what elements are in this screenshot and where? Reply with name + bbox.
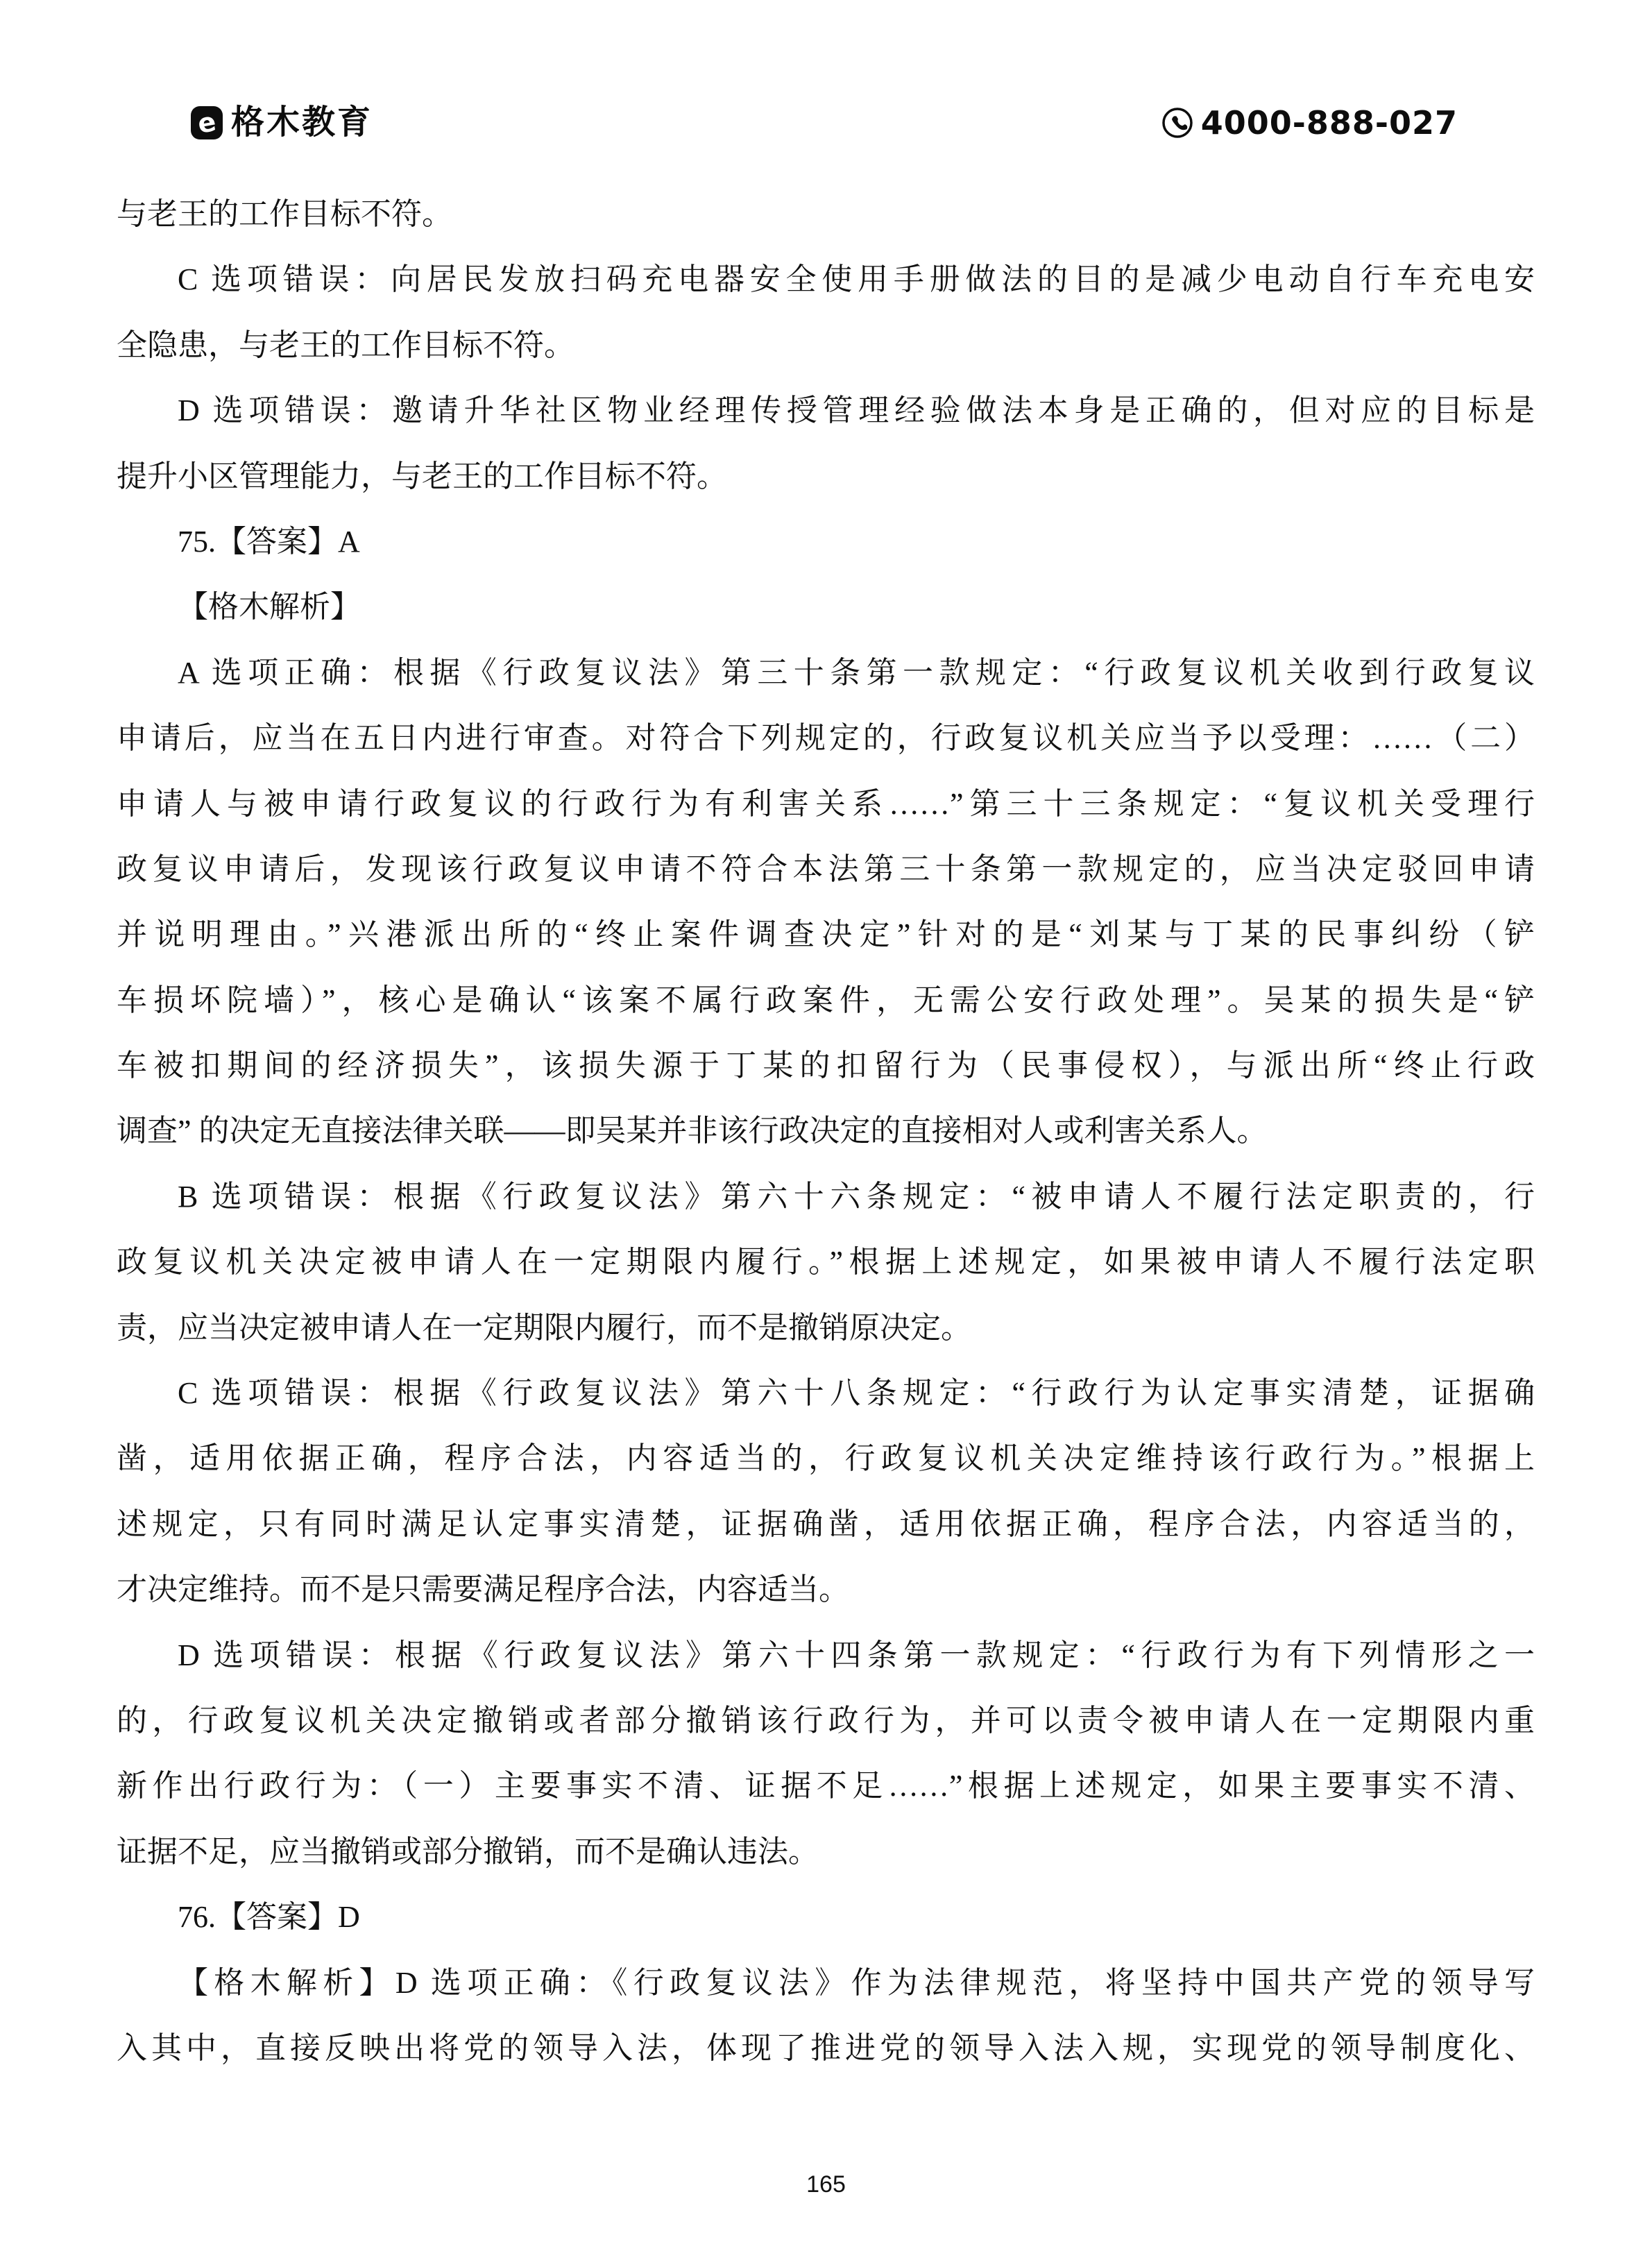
text-line: 全隐患，与老王的工作目标不符。	[117, 328, 574, 362]
text-line: 75.【答案】A	[178, 524, 360, 559]
phone-number: 4000-888-027	[1200, 104, 1458, 142]
phone-icon	[1161, 106, 1194, 139]
text-line: C 选项错误：向居民发放扫码充电器安全使用手册做法的目的是减少电动自行车充电安	[178, 262, 1535, 297]
text-line: 述规定，只有同时满足认定事实清楚，证据确凿，适用依据正确，程序合法，内容适当的，	[117, 1506, 1535, 1541]
text-line: 新作出行政行为：（一）主要事实不清、证据不足……”根据上述规定，如果主要事实不清、	[117, 1769, 1535, 1803]
text-line: 证据不足，应当撤销或部分撤销，而不是确认违法。	[117, 1834, 819, 1869]
text-line: 政复议机关决定被申请人在一定期限内履行。”根据上述规定，如果被申请人不履行法定职	[117, 1245, 1535, 1280]
page-footer	[0, 2164, 1652, 2205]
text-line: 凿，适用依据正确，程序合法，内容适当的，行政复议机关决定维持该行政行为。”根据上	[117, 1441, 1535, 1476]
text-line: B 选项错误：根据《行政复议法》第六十六条规定：“被申请人不履行法定职责的，行	[178, 1179, 1535, 1214]
page-header	[191, 100, 1458, 146]
gemu-logo-icon	[191, 106, 223, 139]
brand	[191, 106, 373, 139]
text-line: 责，应当决定被申请人在一定期限内履行，而不是撤销原决定。	[117, 1310, 971, 1345]
text-line: 的，行政复议机关决定撤销或者部分撤销该行政行为，并可以责令被申请人在一定期限内重	[117, 1703, 1535, 1738]
text-line: 申请人与被申请行政复议的行政行为有利害关系……”第三十三条规定：“复议机关受理行	[117, 786, 1535, 821]
page-number: 165	[806, 2171, 846, 2198]
text-line: 车被扣期间的经济损失”，该损失源于丁某的扣留行为（民事侵权），与派出所“终止行政	[117, 1048, 1535, 1083]
text-line: 入其中，直接反映出将党的领导入法，体现了推进党的领导入法入规，实现党的领导制度化、	[117, 2030, 1535, 2065]
text-line: 车损坏院墙）”，核心是确认“该案不属行政案件，无需公安行政处理”。吴某的损失是“铲	[117, 983, 1535, 1017]
text-line: A 选项正确：根据《行政复议法》第三十条第一款规定：“行政复议机关收到行政复议	[178, 655, 1535, 690]
text-line: 并说明理由。”兴港派出所的“终止案件调查决定”针对的是“刘某与丁某的民事纠纷（铲	[117, 917, 1535, 952]
brand-name: 格木教育	[231, 104, 373, 141]
text-line: 申请后，应当在五日内进行审查。对符合下列规定的，行政复议机关应当予以受理：……（二）	[117, 721, 1535, 756]
text-line: D 选项错误：邀请升华社区物业经理传授管理经验做法本身是正确的，但对应的目标是	[178, 393, 1535, 428]
text-line: D 选项错误：根据《行政复议法》第六十四条第一款规定：“行政行为有下列情形之一	[178, 1638, 1535, 1672]
phone-contact	[1161, 104, 1458, 142]
text-line: 调查” 的决定无直接法律关联——即吴某并非该行政决定的直接相对人或利害关系人。	[117, 1114, 1268, 1148]
text-line: 才决定维持。而不是只需要满足程序合法，内容适当。	[117, 1572, 849, 1607]
text-line: 76.【答案】D	[178, 1900, 360, 1935]
svg-text:e: e	[195, 106, 219, 139]
text-line: C 选项错误：根据《行政复议法》第六十八条规定：“行政行为认定事实清楚，证据确	[178, 1376, 1535, 1411]
text-line: 政复议申请后，发现该行政复议申请不符合本法第三十条第一款规定的，应当决定驳回申请	[117, 851, 1535, 886]
text-line: 【格木解析】D 选项正确：《行政复议法》作为法律规范，将坚持中国共产党的领导写	[178, 1965, 1535, 2000]
text-line: 【格木解析】	[178, 590, 361, 625]
text-line: 提升小区管理能力，与老王的工作目标不符。	[117, 459, 727, 493]
document-body	[117, 182, 1535, 2081]
text-line: 与老王的工作目标不符。	[117, 197, 452, 231]
